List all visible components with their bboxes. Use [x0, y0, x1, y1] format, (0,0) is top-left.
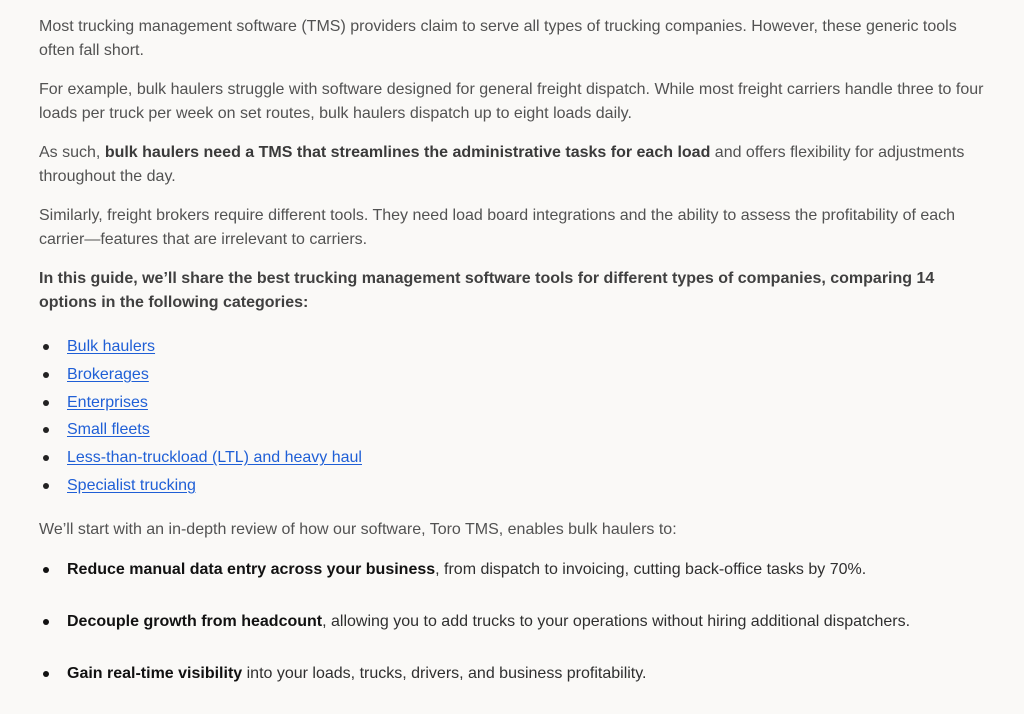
benefit-text: into your loads, trucks, drivers, and business profitability. — [242, 664, 647, 682]
paragraph-text: As such, — [39, 144, 105, 161]
bullet-dot-icon — [43, 619, 49, 625]
benefit-item — [39, 662, 989, 714]
intro-paragraph: Most trucking management software (TMS) providers claim to serve all types of trucking companies. However, these generic tools often fall short. — [39, 18, 957, 59]
example-paragraph: For example, bulk haulers struggle with software designed for general freight dispatch. While most freight carriers handle three to four loads per truck per week on set routes, bulk haulers dispatch up to eight loads daily. — [39, 81, 984, 122]
benefit-item — [39, 558, 989, 610]
category-link-small-fleets[interactable]: Small fleets — [67, 421, 150, 439]
category-link-brokerages[interactable]: Brokerages — [67, 365, 149, 383]
bullet-dot-icon — [43, 400, 49, 406]
category-item — [39, 446, 989, 474]
benefit-bold-text: Decouple growth from headcount — [67, 612, 323, 630]
emphasis-text: bulk haulers need a TMS that streamlines the administrative tasks for each load — [104, 144, 711, 161]
benefit-bold-text: Gain real-time visibility — [67, 664, 243, 682]
bulk-haulers-paragraph — [39, 141, 989, 189]
toro-review-paragraph: We’ll start with an in-depth review of how our software, Toro TMS, enables bulk haulers to: — [39, 520, 677, 538]
benefit-text: , from dispatch to invoicing, cutting back-office tasks by 70%. — [435, 560, 867, 578]
bullet-dot-icon — [43, 372, 49, 378]
benefit-list — [39, 558, 989, 714]
bullet-dot-icon — [43, 344, 49, 350]
category-link-specialist-trucking[interactable]: Specialist trucking — [67, 476, 196, 494]
benefit-bold-text: Reduce manual data entry across your business — [67, 560, 436, 578]
category-item — [39, 363, 989, 391]
category-list — [39, 335, 989, 502]
bullet-dot-icon — [43, 455, 49, 461]
category-link-bulk-haulers[interactable]: Bulk haulers — [67, 338, 156, 355]
guide-intro-paragraph: In this guide, we’ll share the best trucking management software tools for different types of companies, comparing 14 options in the following categories: — [39, 270, 935, 311]
category-item — [39, 391, 989, 419]
article-body — [39, 15, 989, 714]
bullet-dot-icon — [43, 671, 49, 677]
benefit-text: , allowing you to add trucks to your operations without hiring additional dispatchers. — [322, 612, 911, 630]
bullet-dot-icon — [43, 427, 49, 433]
category-item — [39, 335, 989, 363]
paragraph-text: and offers flexibility for adjustments throughout the day. — [39, 144, 965, 185]
category-link-ltl-heavy-haul[interactable]: Less-than-truckload (LTL) and heavy haul — [67, 449, 362, 467]
category-item — [39, 418, 989, 446]
bullet-dot-icon — [43, 483, 49, 489]
bullet-dot-icon — [43, 567, 49, 573]
category-link-enterprises[interactable]: Enterprises — [67, 393, 148, 411]
brokers-paragraph: Similarly, freight brokers require different tools. They need load board integrations and the ability to assess the profitability of each carrier—features that are irrelevant to carriers. — [39, 207, 956, 248]
benefit-item — [39, 610, 989, 662]
category-item — [39, 474, 989, 502]
